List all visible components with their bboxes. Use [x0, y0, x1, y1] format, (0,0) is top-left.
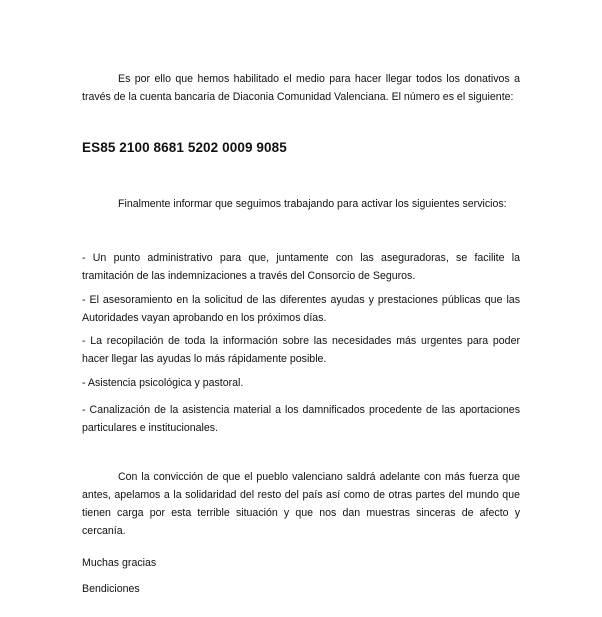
service-item-material-aid: - Canalización de la asistencia material a los damnificados procedente de las aportaciones particulares e institucionales. [82, 404, 520, 434]
service-item-administrative: - Un punto administrativo para que, juntamente con las aseguradoras, se facilite la tramitación de las indemnizaciones a través del Consorcio de Seguros. [82, 252, 520, 282]
thanks-line: Muchas gracias [82, 557, 157, 569]
conclusion-paragraph: Con la convicción de que el pueblo valenciano saldrá adelante con más fuerza que antes, apelamos a la solidaridad del resto del país así como de otras partes del mundo que tienen carga por esta terrible situación y que nos dan muestras sinceras de afecto y cercanía. [82, 471, 520, 537]
blessings-line: Bendiciones [82, 583, 140, 595]
iban-number: ES85 2100 8681 5202 0009 9085 [82, 140, 287, 155]
intro-paragraph: Es por ello que hemos habilitado el medio para hacer llegar todos los donativos a través de la cuenta bancaria de Diaconia Comunidad Valenciana. El número es el siguiente: [82, 73, 520, 103]
service-item-assistance: - Asistencia psicológica y pastoral. [82, 377, 244, 389]
service-item-advice: - El asesoramiento en la solicitud de las diferentes ayudas y prestaciones públicas que las Autoridades vayan aprobando en los próximos días. [82, 294, 520, 324]
service-item-information: - La recopilación de toda la información sobre las necesidades más urgentes para poder hacer llegar las ayudas lo más rápidamente posible. [82, 335, 520, 365]
services-intro-paragraph: Finalmente informar que seguimos trabajando para activar los siguientes servicios: [118, 198, 507, 210]
